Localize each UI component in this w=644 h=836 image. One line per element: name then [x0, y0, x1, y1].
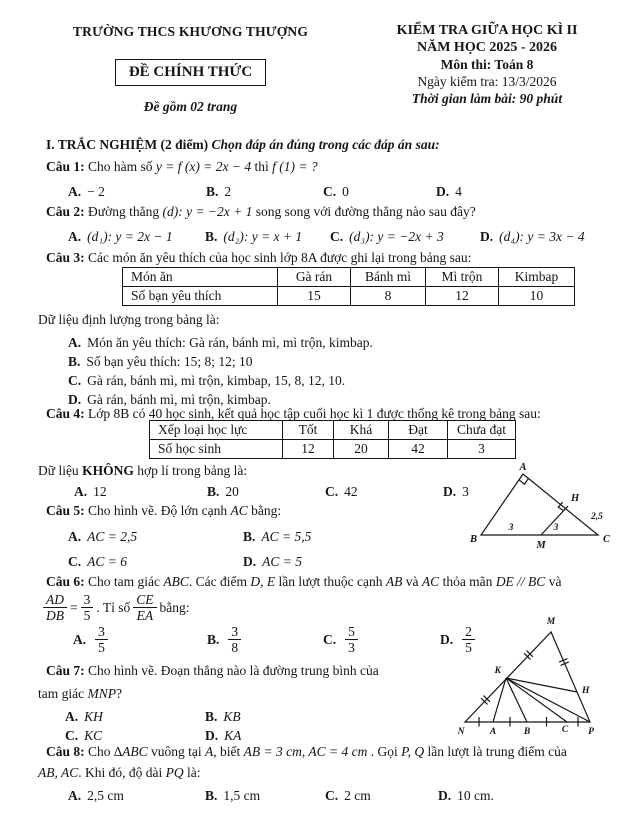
option-b-letter: B.	[205, 229, 218, 244]
question-8-math: ∆ABC	[113, 744, 148, 759]
question-7-line2	[38, 686, 122, 702]
q4-value: 20	[334, 440, 389, 459]
q4-th-tot: Tốt	[283, 421, 334, 440]
q5-figure-labels	[469, 462, 611, 551]
option-b-letter: B.	[205, 709, 218, 724]
option-d-text: Gà rán, bánh mì, mì trộn, kimbap.	[87, 392, 271, 407]
q3-value: 10	[499, 287, 575, 306]
question-1-text2: thì	[251, 159, 273, 174]
q3-table-value-row	[123, 287, 575, 306]
option-a-text: AC = 2,5	[87, 529, 138, 544]
question-5-options-row1	[68, 527, 311, 547]
fraction-ce-ea	[133, 592, 156, 623]
option-a-letter: A.	[68, 184, 82, 199]
question-6-text4: và	[402, 574, 422, 589]
vertex-label-m: M	[536, 540, 546, 551]
option-b-letter: B.	[68, 354, 81, 369]
question-6-text3: lần lượt thuộc cạnh	[275, 574, 386, 589]
question-6	[46, 574, 561, 590]
question-8-line2-text2: là:	[183, 765, 201, 780]
question-4-text: Lớp 8B có 40 học sinh, kết quả học tập cuối học kì 1 được thống kê trong bảng sau:	[84, 406, 541, 421]
option-d	[436, 182, 462, 202]
question-7-options-row1	[65, 707, 241, 727]
question-1-math: y = f (x) = 2x − 4	[155, 159, 252, 174]
option-d-text: AC = 5	[262, 554, 302, 569]
question-7-label: Câu 7:	[46, 663, 85, 678]
option-d	[205, 726, 241, 746]
question-8-line2-math: AB, AC	[38, 765, 79, 780]
question-8-text: Cho	[84, 744, 114, 759]
question-5-text2: bằng:	[247, 503, 282, 518]
option-a-fraction	[95, 624, 108, 655]
q3-th-monan: Món ăn	[123, 268, 278, 287]
option-c-text: Gà rán, bánh mì, mì trộn, kimbap, 15, 8, 12, 10.	[87, 373, 346, 388]
option-b-letter: B.	[243, 529, 256, 544]
fraction-3-5	[81, 592, 94, 623]
question-6-line2-text2: bằng:	[159, 599, 190, 615]
option-d-letter: D.	[68, 392, 82, 407]
pages-note: Đề gồm 02 trang	[143, 99, 238, 114]
option-a-letter: A.	[65, 709, 79, 724]
option-c-fraction	[345, 624, 358, 655]
q7-triangle-figure	[450, 610, 632, 742]
option-b	[207, 624, 323, 655]
option-b	[205, 707, 241, 727]
exam-duration: Thời gian làm bài: 90 phút	[411, 91, 563, 106]
question-6-math: ABC	[163, 574, 189, 589]
q3-food-table	[122, 267, 575, 306]
q3-value: 8	[351, 287, 426, 306]
question-5	[46, 503, 281, 519]
exam-date: Ngày kiểm tra: 13/3/2026	[417, 74, 557, 89]
official-stamp-box	[103, 59, 278, 86]
option-b-fraction	[228, 624, 241, 655]
question-6-label: Câu 6:	[46, 574, 85, 589]
option-d-letter: D.	[480, 229, 494, 244]
q3-th-kimbap: Kimbap	[499, 268, 575, 287]
triangle-mnp	[465, 632, 590, 722]
vertex-label-p: P	[588, 727, 594, 737]
option-b-text: (d₂): y = x + 1	[223, 229, 303, 244]
option-c	[68, 371, 373, 390]
fraction-denominator: DB	[46, 608, 64, 623]
question-6-math5: DE // BC	[495, 574, 546, 589]
option-c	[325, 786, 438, 806]
option-b	[205, 227, 330, 247]
option-c-text: KC	[84, 728, 103, 743]
vertex-label-h: H	[571, 493, 580, 504]
vertex-label-b: B	[470, 534, 478, 545]
question-6-options	[73, 624, 478, 655]
q3-th-garan: Gà rán	[278, 268, 351, 287]
option-c	[68, 552, 243, 572]
option-c-letter: C.	[323, 184, 337, 199]
fraction-ad-db	[43, 592, 67, 623]
question-2	[46, 204, 476, 220]
q3-value: 12	[426, 287, 499, 306]
question-6-math4: AC	[421, 574, 440, 589]
option-a	[68, 227, 205, 247]
option-a	[73, 624, 207, 655]
option-d-text: 3	[462, 484, 469, 499]
q7-figure-lines	[465, 632, 590, 727]
option-d-letter: D.	[443, 484, 457, 499]
option-a-text: Món ăn yêu thích: Gà rán, bánh mì, mì trộn, kimbap.	[87, 335, 373, 350]
option-b-text: KB	[223, 709, 241, 724]
question-8-line2-math2: PQ	[165, 765, 184, 780]
question-5-text: Cho hình vẽ. Độ lớn cạnh	[84, 503, 231, 518]
option-c-letter: C.	[68, 554, 82, 569]
option-a-text: 2,5 cm	[87, 788, 124, 803]
q4-table-header-row	[150, 421, 516, 440]
question-8	[46, 744, 567, 760]
question-8-math4: P, Q	[401, 744, 425, 759]
option-b-text: AC = 5,5	[261, 529, 312, 544]
question-7-line2-math: MNP	[87, 686, 116, 701]
option-a-letter: A.	[73, 631, 87, 647]
fraction-numerator: 5	[345, 624, 358, 640]
question-3-options	[68, 333, 373, 409]
question-7-options-row2	[65, 726, 241, 746]
segment-kp	[506, 678, 590, 722]
q4-th-chuadat: Chưa đạt	[448, 421, 516, 440]
vertex-label-a: A	[489, 727, 497, 737]
option-c-letter: C.	[65, 728, 79, 743]
question-1-label: Câu 1:	[46, 159, 85, 174]
option-a-letter: A.	[68, 335, 82, 350]
option-a	[68, 786, 205, 806]
question-3-stem: Dữ liệu định lượng trong bảng là:	[38, 312, 220, 327]
option-d-letter: D.	[436, 184, 450, 199]
option-d	[480, 227, 585, 247]
option-c-text: (d₃): y = −2x + 3	[349, 229, 444, 244]
q4-th-kha: Khá	[334, 421, 389, 440]
q4-th-dat: Đạt	[389, 421, 448, 440]
question-1-options	[68, 182, 462, 202]
fraction-numerator: AD	[43, 592, 67, 608]
fraction-numerator: 3	[228, 624, 241, 640]
fraction-denominator: EA	[136, 608, 154, 623]
option-d	[243, 552, 302, 572]
measure-bm: 3	[508, 523, 514, 533]
vertex-label-c: C	[603, 534, 611, 545]
option-d-letter: D.	[205, 728, 219, 743]
option-a-letter: A.	[68, 229, 82, 244]
fraction-denominator: 8	[231, 640, 239, 655]
q4-value: 42	[389, 440, 448, 459]
option-c	[65, 726, 205, 746]
question-2-text2: song song với đường thẳng nào sau đây?	[252, 204, 476, 219]
question-6-line2-text: . Tỉ số	[96, 599, 131, 615]
fraction-numerator: 3	[81, 592, 94, 608]
option-a	[74, 482, 207, 502]
option-a-text: (d₁): y = 2x − 1	[87, 229, 173, 244]
triangle-abc	[481, 474, 598, 535]
question-3-label: Câu 3:	[46, 250, 85, 265]
q5-triangle-figure	[466, 461, 618, 555]
question-8-text4: . Gọi	[367, 744, 402, 759]
question-2-options	[68, 227, 585, 247]
option-b	[206, 182, 323, 202]
question-5-label: Câu 5:	[46, 503, 85, 518]
exam-header-right	[352, 22, 622, 107]
q4-th-xeploai: Xếp loại học lực	[150, 421, 283, 440]
stem-text: Dữ liệu	[38, 463, 83, 478]
option-d-letter: D.	[440, 631, 454, 647]
q4-value: 3	[448, 440, 516, 459]
option-a-text: 12	[93, 484, 107, 499]
question-4-label: Câu 4:	[46, 406, 85, 421]
option-d-text: (d₄): y = 3x − 4	[499, 229, 585, 244]
question-8-math2: A	[205, 744, 214, 759]
question-3-text: Các món ăn yêu thích của học sinh lớp 8A được ghi lại trong bảng sau:	[84, 250, 472, 265]
segment-ka	[493, 678, 506, 722]
question-6-text: Cho tam giác	[84, 574, 164, 589]
option-c	[323, 624, 440, 655]
option-b	[207, 482, 325, 502]
option-d	[438, 786, 494, 806]
exam-title-line1: KIỂM TRA GIỮA HỌC KÌ II	[396, 23, 578, 38]
stem-emphasis: KHÔNG	[82, 463, 134, 478]
option-d-letter: D.	[243, 554, 257, 569]
equals-sign: =	[70, 599, 78, 615]
option-d	[443, 482, 469, 502]
question-8-text5: lần lượt là trung điểm của	[424, 744, 567, 759]
option-b-letter: B.	[205, 788, 218, 803]
vertex-label-k: K	[494, 666, 501, 676]
question-4-stem	[38, 463, 247, 479]
school-name: TRƯỜNG THCS KHƯƠNG THƯỢNG	[72, 24, 309, 39]
question-7-text: Cho hình vẽ. Đoạn thẳng nào là đường trung bình của	[84, 663, 379, 678]
exam-subject: Môn thi: Toán 8	[440, 57, 534, 72]
question-4-options	[74, 482, 469, 502]
option-b-text: Số bạn yêu thích: 15; 8; 12; 10	[86, 354, 253, 369]
fraction-denominator: 5	[465, 640, 472, 655]
question-6-math3: AB	[385, 574, 403, 589]
option-c-letter: C.	[325, 484, 339, 499]
official-stamp-label: ĐỀ CHÍNH THỨC	[115, 59, 266, 86]
right-angle-at-a	[519, 478, 528, 484]
option-a-text: KH	[84, 709, 103, 724]
option-a	[68, 333, 373, 352]
question-1-text: Cho hàm số	[84, 159, 156, 174]
option-c-text: AC = 6	[87, 554, 127, 569]
fraction-numerator: 2	[462, 624, 475, 640]
option-a-text: − 2	[87, 184, 105, 199]
question-8-text2: vuông tại	[147, 744, 206, 759]
q3-th-mitron: Mì trộn	[426, 268, 499, 287]
option-d-text: 4	[455, 184, 462, 199]
question-6-text2: . Các điểm	[188, 574, 251, 589]
option-b	[243, 527, 311, 547]
question-7-line2-text2: ?	[115, 686, 122, 701]
question-2-label: Câu 2:	[46, 204, 85, 219]
fraction-numerator: 3	[95, 624, 108, 640]
fraction-numerator: CE	[133, 592, 156, 608]
vertex-label-a: A	[519, 462, 527, 473]
fraction-denominator: 5	[83, 608, 91, 623]
option-c	[325, 482, 443, 502]
q4-row-label: Số học sinh	[150, 440, 283, 459]
question-8-math3: AB = 3 cm, AC = 4 cm	[243, 744, 368, 759]
q4-grade-table	[149, 420, 516, 459]
question-3	[46, 250, 471, 266]
option-a	[68, 527, 243, 547]
fraction-denominator: 3	[348, 640, 355, 655]
fraction-denominator: 5	[98, 640, 105, 655]
question-7	[46, 663, 379, 679]
section-label: I. TRẮC NGHIỆM (2 điểm)	[46, 137, 209, 152]
vertex-label-n: N	[457, 727, 465, 737]
vertex-label-h: H	[582, 686, 590, 696]
question-6-text6: và	[545, 574, 562, 589]
vertex-label-c: C	[561, 725, 569, 735]
option-b	[205, 786, 325, 806]
exam-title-line2: NĂM HỌC 2025 - 2026	[417, 40, 557, 55]
section-instruction: Chọn đáp án đúng trong các đáp án sau:	[211, 137, 440, 152]
option-c	[323, 182, 436, 202]
option-c-text: 42	[344, 484, 358, 499]
question-8-label: Câu 8:	[46, 744, 85, 759]
q3-th-banhmi: Bánh mì	[351, 268, 426, 287]
option-c-text: 2 cm	[344, 788, 371, 803]
option-c-letter: C.	[323, 631, 337, 647]
option-d-text: KA	[224, 728, 242, 743]
segment-kb	[506, 678, 527, 722]
question-2-math: (d): y = −2x + 1	[162, 204, 253, 219]
section-heading	[46, 137, 440, 153]
option-b-text: 1,5 cm	[223, 788, 261, 803]
question-2-text: Đường thẳng	[84, 204, 163, 219]
measure-mc: 3	[553, 523, 559, 533]
option-c-letter: C.	[68, 373, 82, 388]
option-c-text: 0	[342, 184, 349, 199]
option-a-letter: A.	[74, 484, 88, 499]
stem-text2: hợp lí trong bảng là:	[133, 463, 248, 478]
q4-value: 12	[283, 440, 334, 459]
option-b-letter: B.	[207, 631, 220, 647]
option-b-letter: B.	[206, 184, 219, 199]
q5-figure-lines	[481, 474, 598, 535]
vertex-label-b: B	[523, 727, 531, 737]
option-d-text: 10 cm.	[457, 788, 494, 803]
option-b-text: 2	[224, 184, 232, 199]
option-a-letter: A.	[68, 529, 82, 544]
option-c-letter: C.	[330, 229, 344, 244]
question-5-options-row2	[68, 552, 302, 572]
option-c	[330, 227, 480, 247]
option-c-letter: C.	[325, 788, 339, 803]
question-6-line2	[40, 592, 190, 623]
question-1	[46, 159, 318, 175]
question-1-math2: f (1) = ?	[272, 159, 318, 174]
option-d-letter: D.	[438, 788, 452, 803]
q3-table-header-row	[123, 268, 575, 287]
question-6-math2: D, E	[250, 574, 276, 589]
option-b-text: 20	[225, 484, 239, 499]
question-8-options	[68, 786, 494, 806]
option-a	[65, 707, 205, 727]
q3-row-label: Số bạn yêu thích	[123, 287, 278, 306]
measure-hc: 2,5	[591, 512, 603, 522]
question-6-text5: thỏa mãn	[439, 574, 496, 589]
question-8-text3: , biết	[213, 744, 244, 759]
q4-table-value-row	[150, 440, 516, 459]
vertex-label-m: M	[546, 617, 556, 627]
option-a-letter: A.	[68, 788, 82, 803]
option-b-letter: B.	[207, 484, 220, 499]
question-8-line2	[38, 765, 201, 781]
option-a	[68, 182, 206, 202]
q3-value: 15	[278, 287, 351, 306]
question-8-line2-text: . Khi đó, độ dài	[78, 765, 166, 780]
question-5-math: AC	[230, 503, 248, 518]
question-7-line2-text: tam giác	[38, 686, 88, 701]
option-b	[68, 352, 373, 371]
